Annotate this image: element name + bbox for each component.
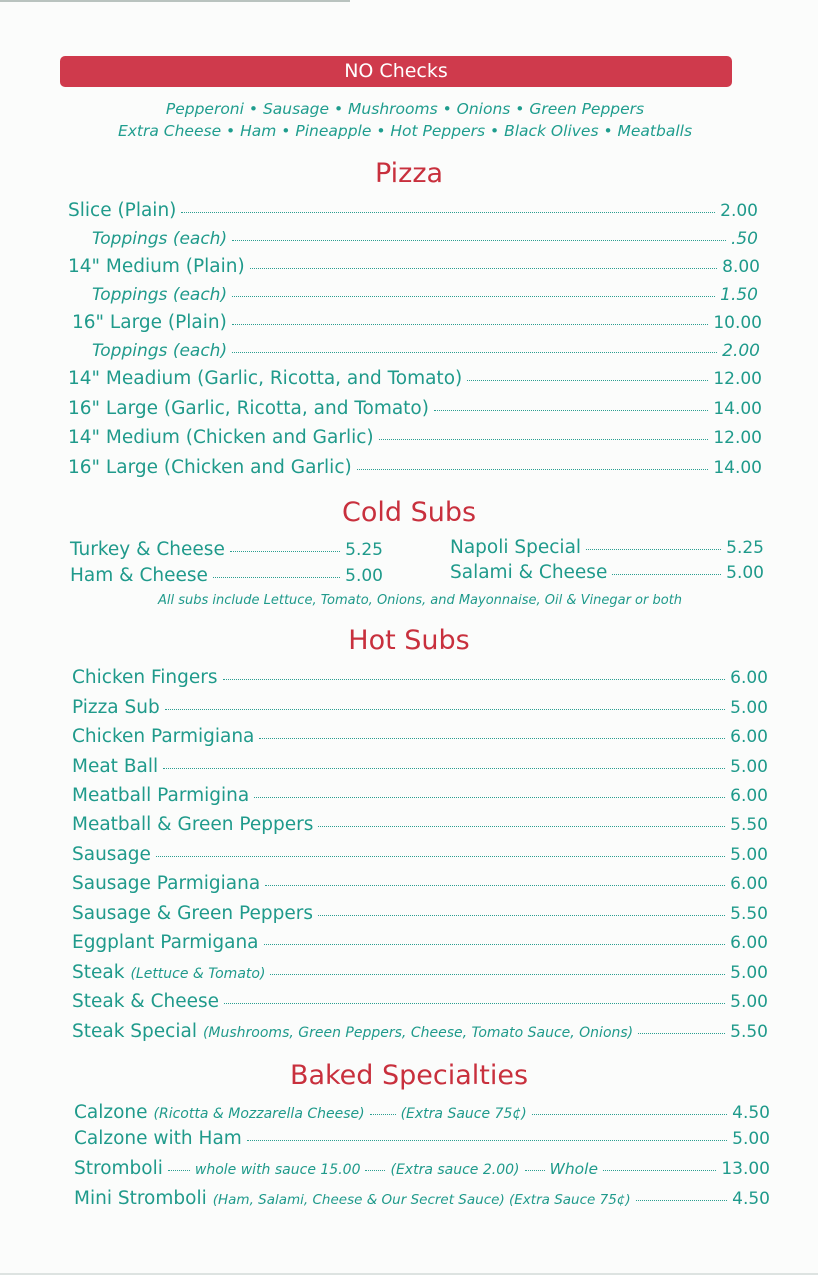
item-name: Steak Special (72, 1021, 197, 1042)
no-checks-banner: NO Checks (60, 56, 732, 87)
menu-row (70, 539, 383, 560)
menu-row (68, 200, 758, 221)
item-detail: (Ham, Salami, Cheese & Our Secret Sauce) (Extra Sauce 75¢) (212, 1192, 631, 1208)
dot-leader (181, 212, 715, 213)
item-price: 4.50 (732, 1189, 770, 1209)
menu-row (68, 398, 762, 419)
dot-leader (165, 709, 725, 710)
dot-leader (264, 944, 726, 945)
item-name: Napoli Special (450, 537, 582, 558)
item-detail: (Lettuce & Tomato) (130, 966, 266, 982)
menu-row (450, 562, 764, 583)
menu-row (68, 256, 760, 277)
item-price: 13.00 (721, 1159, 770, 1179)
dot-leader (636, 1200, 727, 1201)
item-name: Calzone (74, 1102, 148, 1123)
section-title-baked-specialties: Baked Specialties (289, 1060, 529, 1091)
item-price: 6.00 (730, 786, 768, 806)
item-price: 12.00 (713, 369, 762, 389)
item-name: Turkey & Cheese (70, 539, 225, 560)
item-price: 5.00 (730, 757, 768, 777)
dot-leader (168, 1170, 190, 1171)
dot-leader (612, 574, 721, 575)
item-name: Stromboli (74, 1158, 163, 1179)
menu-row (68, 368, 762, 389)
menu-row (72, 844, 768, 865)
item-price: 8.00 (722, 257, 760, 277)
menu-row (92, 341, 760, 361)
item-name: 14" Medium (Plain) (68, 256, 245, 277)
item-price: 5.00 (726, 563, 764, 583)
item-name: Ham & Cheese (70, 565, 208, 586)
dot-leader (230, 551, 340, 552)
dot-leader (532, 1114, 727, 1115)
dot-leader (232, 352, 717, 353)
dot-leader (318, 826, 725, 827)
menu-row (72, 312, 762, 333)
dot-leader (586, 549, 721, 550)
item-price: 14.00 (713, 458, 762, 478)
item-price: 14.00 (713, 399, 762, 419)
item-extra: (Extra Sauce 75¢) (400, 1106, 527, 1122)
dot-leader (379, 439, 709, 440)
menu-row (72, 903, 768, 924)
item-name: Salami & Cheese (450, 562, 608, 583)
item-price: 6.00 (730, 874, 768, 894)
dot-leader (434, 410, 708, 411)
dot-leader (213, 577, 340, 578)
item-name: 16" Large (Plain) (72, 312, 227, 333)
item-detail: (Mushrooms, Green Peppers, Cheese, Tomato Sauce, Onions) (202, 1025, 634, 1041)
item-price: 1.50 (720, 285, 758, 305)
menu-row (74, 1102, 770, 1123)
dot-leader (365, 1170, 385, 1171)
menu-row (72, 873, 768, 894)
dot-leader (603, 1170, 716, 1171)
dot-leader (224, 1003, 725, 1004)
dot-leader (254, 797, 725, 798)
item-name: 16" Large (Garlic, Ricotta, and Tomato) (68, 398, 429, 419)
item-name: 16" Large (Chicken and Garlic) (68, 457, 352, 478)
item-detail: whole with sauce 15.00 (194, 1162, 361, 1178)
item-price: 10.00 (713, 313, 762, 333)
item-name: Meatball & Green Peppers (72, 814, 314, 835)
dot-leader (223, 679, 726, 680)
item-price: 5.00 (732, 1129, 770, 1149)
item-price: 4.50 (732, 1103, 770, 1123)
dot-leader (259, 738, 725, 739)
menu-row (92, 229, 758, 249)
item-price: 5.50 (730, 1022, 768, 1042)
item-name: Chicken Fingers (72, 667, 218, 688)
item-price: .50 (730, 229, 758, 249)
item-name: Slice (Plain) (68, 200, 177, 221)
item-name: Mini Stromboli (74, 1188, 207, 1209)
item-extra: (Extra sauce 2.00) (390, 1162, 520, 1178)
menu-row (72, 756, 768, 777)
section-title-pizza: Pizza (374, 158, 444, 189)
section-title-hot-subs: Hot Subs (348, 625, 470, 656)
menu-row (74, 1128, 770, 1149)
item-price: 5.50 (730, 815, 768, 835)
toppings-line-2: Extra Cheese • Ham • Pineapple • Hot Peppers • Black Olives • Meatballs (117, 122, 693, 140)
item-name: Meat Ball (72, 756, 159, 777)
dot-leader (357, 469, 709, 470)
top-edge-line (0, 0, 350, 2)
menu-row (72, 726, 768, 747)
item-price: 5.00 (730, 992, 768, 1012)
item-name: 14" Meadium (Garlic, Ricotta, and Tomato) (68, 368, 463, 389)
item-name: Toppings (each) (92, 285, 228, 305)
item-price: 5.00 (730, 963, 768, 983)
menu-row (74, 1188, 770, 1209)
item-name: Toppings (each) (92, 229, 228, 249)
dot-leader (163, 768, 725, 769)
menu-row (68, 427, 762, 448)
item-name: Pizza Sub (72, 697, 160, 718)
item-price: 5.25 (345, 540, 383, 560)
dot-leader (370, 1114, 396, 1115)
item-price: 5.00 (730, 845, 768, 865)
menu-row (72, 962, 768, 983)
dot-leader (525, 1170, 545, 1171)
dot-leader (247, 1140, 727, 1141)
dot-leader (270, 974, 725, 975)
subs-note: All subs include Lettuce, Tomato, Onions, and Mayonnaise, Oil & Vinegar or both (157, 593, 683, 608)
menu-row (72, 991, 768, 1012)
menu-row (72, 1021, 768, 1042)
item-name: 14" Medium (Chicken and Garlic) (68, 427, 374, 448)
menu-row (92, 285, 758, 305)
item-price: 6.00 (730, 668, 768, 688)
item-price: 6.00 (730, 727, 768, 747)
dot-leader (318, 915, 725, 916)
item-price: 2.00 (722, 341, 760, 361)
menu-row (70, 565, 383, 586)
menu-row (72, 932, 768, 953)
menu-row (72, 697, 768, 718)
dot-leader (638, 1033, 725, 1034)
item-name: Sausage (72, 844, 151, 865)
dot-leader (232, 324, 709, 325)
dot-leader (250, 268, 717, 269)
menu-row (72, 667, 768, 688)
item-name: Toppings (each) (92, 341, 228, 361)
dot-leader (232, 296, 715, 297)
item-price: 5.00 (345, 566, 383, 586)
item-name: Steak (72, 962, 125, 983)
menu-row (74, 1158, 770, 1179)
item-detail: (Ricotta & Mozzarella Cheese) (153, 1106, 365, 1122)
item-name: Calzone with Ham (74, 1128, 242, 1149)
section-title-cold-subs: Cold Subs (341, 497, 477, 528)
menu-row (450, 537, 764, 558)
item-price: 12.00 (713, 428, 762, 448)
item-whole-label: Whole (549, 1160, 598, 1178)
item-name: Sausage & Green Peppers (72, 903, 313, 924)
item-price: 5.25 (726, 538, 764, 558)
toppings-line-1: Pepperoni • Sausage • Mushrooms • Onions • Green Peppers (165, 100, 645, 118)
item-price: 2.00 (720, 201, 758, 221)
dot-leader (467, 380, 708, 381)
item-name: Chicken Parmigiana (72, 726, 255, 747)
menu-row (72, 814, 768, 835)
item-name: Eggplant Parmigana (72, 932, 259, 953)
menu-row (72, 785, 768, 806)
item-name: Steak & Cheese (72, 991, 220, 1012)
item-price: 6.00 (730, 933, 768, 953)
item-name: Meatball Parmigina (72, 785, 250, 806)
dot-leader (156, 856, 725, 857)
dot-leader (232, 240, 726, 241)
menu-row (68, 457, 762, 478)
dot-leader (265, 885, 725, 886)
item-price: 5.00 (730, 698, 768, 718)
item-price: 5.50 (730, 904, 768, 924)
item-name: Sausage Parmigiana (72, 873, 261, 894)
